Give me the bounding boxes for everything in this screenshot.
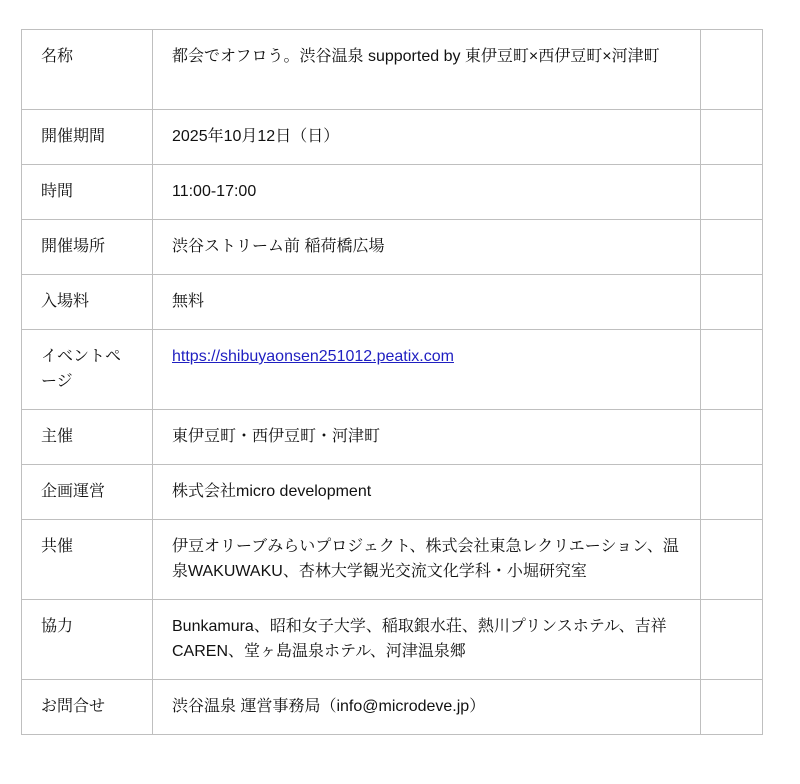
- table-row-time: [22, 165, 763, 220]
- row-value: 伊豆オリーブみらいプロジェクト、株式会社東急レクリエーション、温泉WAKUWAKU、杏林大学観光交流文化学科・小堀研究室: [153, 520, 701, 600]
- event-details-table: [21, 29, 763, 735]
- empty-cell: [701, 600, 763, 680]
- empty-cell: [701, 275, 763, 330]
- row-value: 渋谷温泉 運営事務局（info@microdeve.jp）: [153, 680, 701, 735]
- row-label: 時間: [22, 165, 153, 220]
- table-row-date: [22, 110, 763, 165]
- empty-cell: [701, 330, 763, 410]
- row-label: 開催期間: [22, 110, 153, 165]
- row-value: 2025年10月12日（日）: [153, 110, 701, 165]
- row-label: イベントページ: [22, 330, 153, 410]
- row-label: 共催: [22, 520, 153, 600]
- row-value: [153, 330, 701, 410]
- empty-cell: [701, 410, 763, 465]
- table-row-event-page: [22, 330, 763, 410]
- row-label: 企画運営: [22, 465, 153, 520]
- row-value: 東伊豆町・西伊豆町・河津町: [153, 410, 701, 465]
- row-value: 11:00-17:00: [153, 165, 701, 220]
- table-row-venue: [22, 220, 763, 275]
- row-label: 入場料: [22, 275, 153, 330]
- event-page-link[interactable]: https://shibuyaonsen251012.peatix.com: [172, 348, 454, 365]
- empty-cell: [701, 680, 763, 735]
- row-value: 都会でオフロう。渋谷温泉 supported by 東伊豆町×西伊豆町×河津町: [153, 30, 701, 110]
- empty-cell: [701, 220, 763, 275]
- row-label: 名称: [22, 30, 153, 110]
- row-label: 協力: [22, 600, 153, 680]
- row-value: 株式会社micro development: [153, 465, 701, 520]
- row-label: 主催: [22, 410, 153, 465]
- empty-cell: [701, 165, 763, 220]
- row-label: お問合せ: [22, 680, 153, 735]
- row-label: 開催場所: [22, 220, 153, 275]
- table-row-co-organizer: [22, 520, 763, 600]
- table-row-name: [22, 30, 763, 110]
- row-value: 渋谷ストリーム前 稲荷橋広場: [153, 220, 701, 275]
- table-row-organizer: [22, 410, 763, 465]
- table-row-admission: [22, 275, 763, 330]
- row-value: 無料: [153, 275, 701, 330]
- empty-cell: [701, 110, 763, 165]
- event-details-section: [21, 29, 800, 735]
- table-row-contact: [22, 680, 763, 735]
- empty-cell: [701, 30, 763, 110]
- row-value: Bunkamura、昭和女子大学、稲取銀水荘、熱川プリンスホテル、吉祥CAREN、堂ヶ島温泉ホテル、河津温泉郷: [153, 600, 701, 680]
- empty-cell: [701, 520, 763, 600]
- table-row-cooperation: [22, 600, 763, 680]
- table-row-planning: [22, 465, 763, 520]
- empty-cell: [701, 465, 763, 520]
